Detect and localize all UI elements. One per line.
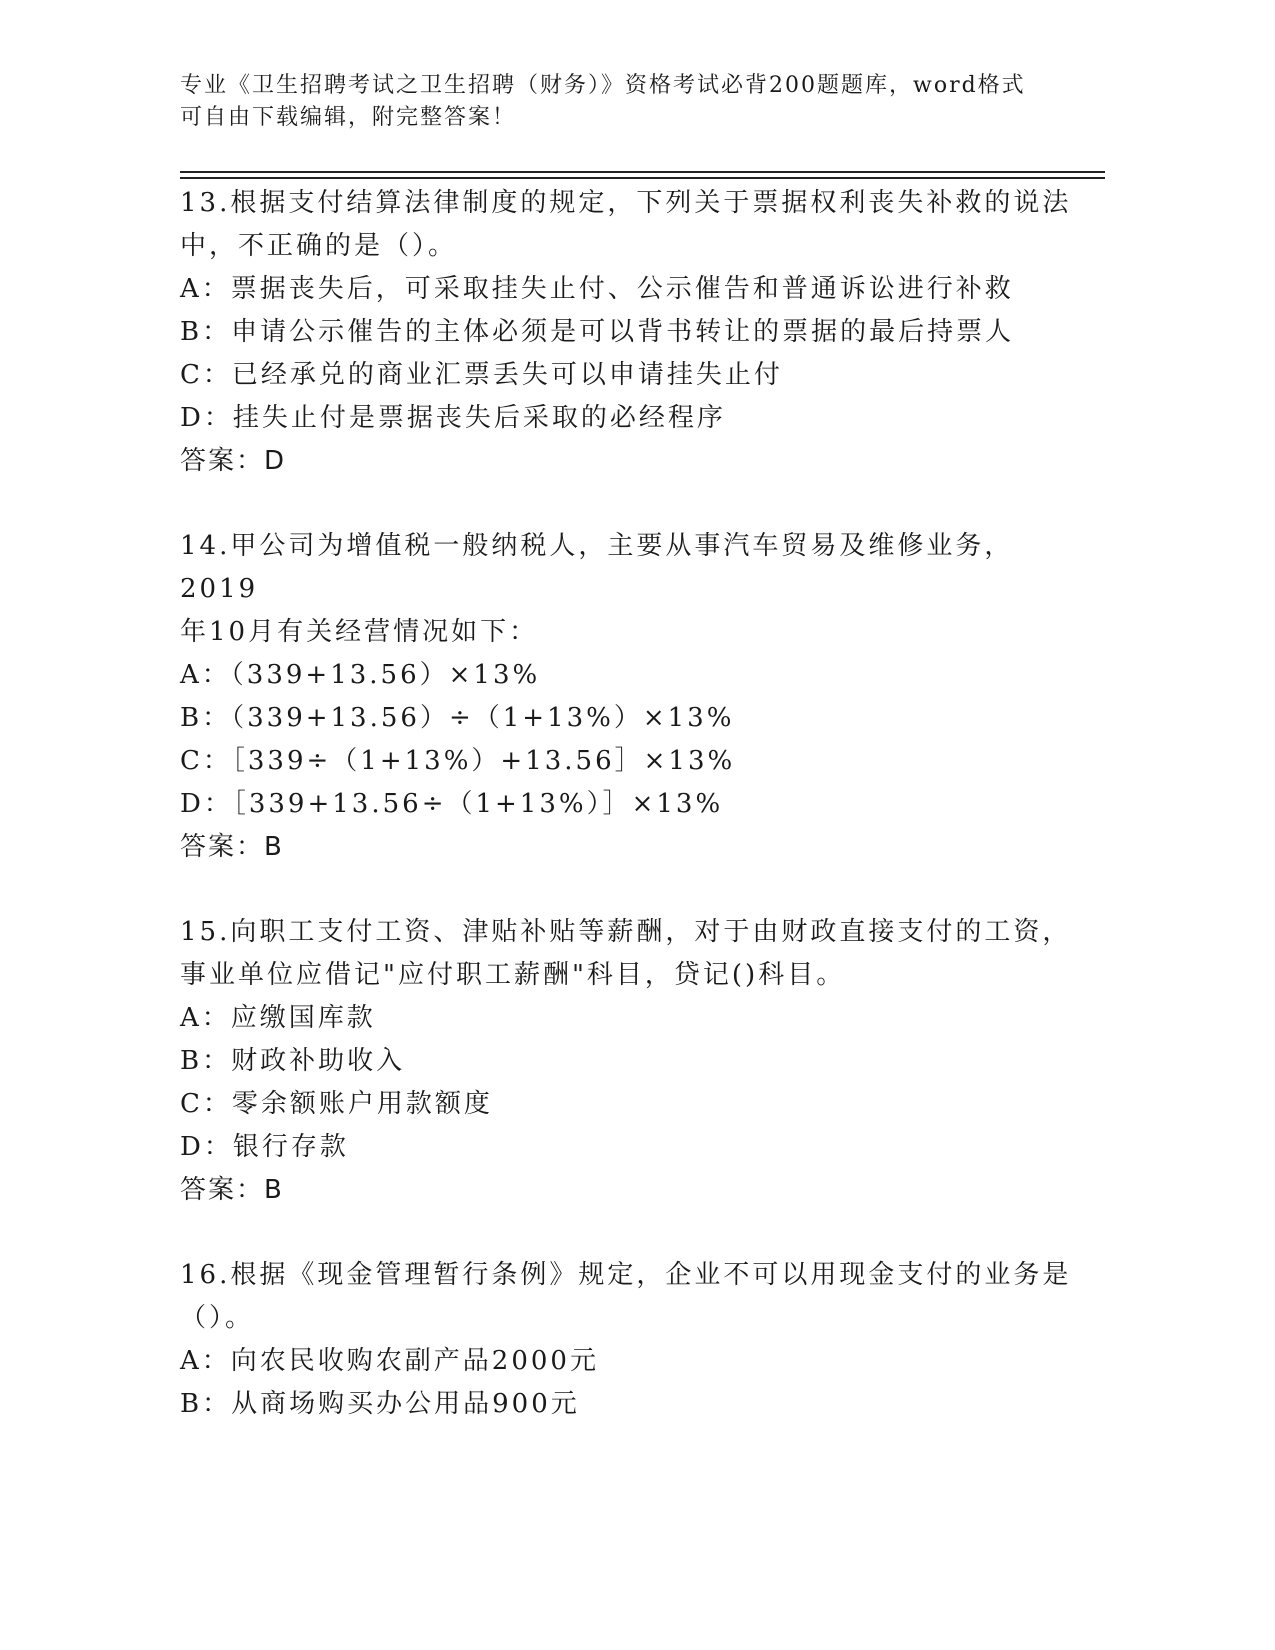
question-stem-line: 年10月有关经营情况如下： <box>180 617 539 647</box>
option-b: B：（339+13.56）÷（1+13%）×13% <box>180 703 735 733</box>
answer-label: 答案：D <box>180 446 287 476</box>
option-c: C：［339÷（1+13%）+13.56］×13% <box>180 746 736 776</box>
option-c: C：零余额账户用款额度 <box>180 1089 493 1119</box>
option-d: D：［339+13.56÷（1+13%）］×13% <box>180 789 724 819</box>
question-stem-line: 15.向职工支付工资、津贴补贴等薪酬，对于由财政直接支付的工资， <box>180 917 1072 947</box>
answer-label: 答案：B <box>180 1175 284 1205</box>
option-a: A：票据丧失后，可采取挂失止付、公示催告和普通诉讼进行补救 <box>180 274 1014 304</box>
question-stem <box>180 525 1080 654</box>
header-line-2: 可自由下载编辑，附完整答案！ <box>180 105 517 130</box>
question-stem-line: 中，不正确的是（）。 <box>180 231 458 261</box>
question-15 <box>180 911 1080 1212</box>
question-stem <box>180 1254 1080 1340</box>
question-stem-line: 16.根据《现金管理暂行条例》规定，企业不可以用现金支付的业务是 <box>180 1260 1072 1290</box>
option-d: D：银行存款 <box>180 1132 349 1162</box>
option-b: B：申请公示催告的主体必须是可以背书转让的票据的最后持票人 <box>180 317 1015 347</box>
question-stem-line: （）。 <box>180 1303 255 1333</box>
question-stem <box>180 911 1080 997</box>
question-stem-line: 14.甲公司为增值税一般纳税人，主要从事汽车贸易及维修业务，2019 <box>180 531 1014 604</box>
question-stem <box>180 182 1080 268</box>
question-16 <box>180 1254 1080 1426</box>
header-divider-top <box>180 171 1105 173</box>
answer-label: 答案：B <box>180 832 284 862</box>
option-a: A：向农民收购农副产品2000元 <box>180 1346 599 1376</box>
option-a: A：应缴国库款 <box>180 1003 376 1033</box>
header-line-1: 专业《卫生招聘考试之卫生招聘（财务）》资格考试必背200题题库，word格式 <box>180 73 1026 98</box>
option-c: C：已经承兑的商业汇票丢失可以申请挂失止付 <box>180 360 783 390</box>
question-stem-line: 13.根据支付结算法律制度的规定，下列关于票据权利丧失补救的说法 <box>180 188 1072 218</box>
document-header <box>180 70 1060 134</box>
header-divider-bottom <box>180 177 1105 179</box>
question-list <box>180 182 1080 1468</box>
question-13 <box>180 182 1080 483</box>
option-a: A：（339+13.56）×13% <box>180 660 541 690</box>
option-b: B：从商场购买办公用品900元 <box>180 1389 580 1419</box>
option-b: B：财政补助收入 <box>180 1046 406 1076</box>
question-14 <box>180 525 1080 869</box>
question-stem-line: 事业单位应借记"应付职工薪酬"科目，贷记()科目。 <box>180 960 846 990</box>
option-d: D：挂失止付是票据丧失后采取的必经程序 <box>180 403 726 433</box>
